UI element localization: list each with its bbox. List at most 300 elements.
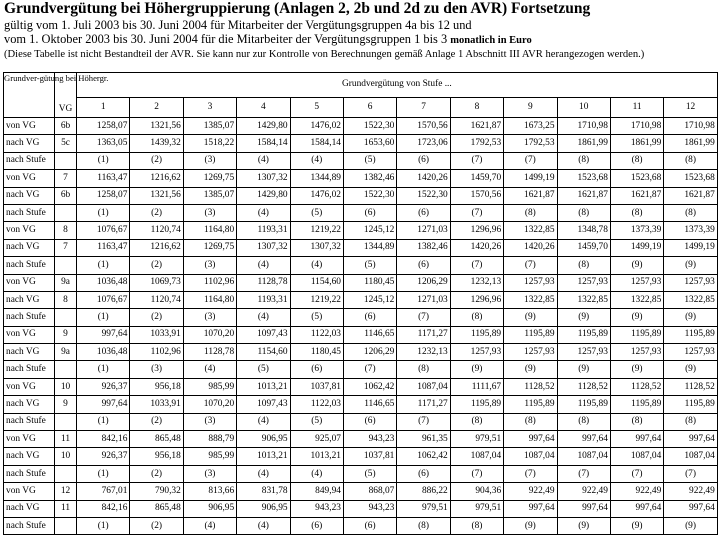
table-cell: 1102,96 [183,274,236,291]
table-cell: 1154,60 [237,344,290,361]
table-cell: 1621,87 [610,187,663,204]
table-cell: 925,07 [290,431,343,448]
table-cell: 1710,98 [610,118,663,135]
table-cell: (7) [397,309,450,326]
row-vg: 11 [55,431,77,448]
table-cell: 1193,31 [237,291,290,308]
table-cell: 1128,52 [610,378,663,395]
table-cell: 1087,04 [504,448,557,465]
table-cell: 1307,32 [237,170,290,187]
table-cell: 1037,81 [343,448,396,465]
table-cell: 1321,56 [130,118,183,135]
table-cell: (7) [450,204,503,221]
table-cell: (8) [557,257,610,274]
table-cell: 922,49 [504,483,557,500]
table-cell: 849,94 [290,483,343,500]
row-label: von VG [4,431,55,448]
table-cell: (7) [450,465,503,482]
table-cell: 1120,74 [130,291,183,308]
table-cell: 922,49 [557,483,610,500]
table-cell: (9) [504,309,557,326]
table-cell: 1321,56 [130,187,183,204]
table-cell: 868,07 [343,483,396,500]
table-cell: 997,64 [504,500,557,517]
row-label: nach VG [4,239,55,256]
table-cell: 1070,20 [183,396,236,413]
table-cell: 1216,62 [130,170,183,187]
table-cell: (4) [290,152,343,169]
table-cell: (9) [504,517,557,534]
table-cell: 1128,52 [504,378,557,395]
table-cell: 1257,93 [504,344,557,361]
table-cell: 922,49 [664,483,717,500]
validity-line-2 [4,32,718,48]
row-vg: 12 [55,483,77,500]
table-cell: (8) [450,309,503,326]
table-cell: (8) [450,413,503,430]
row-label: nach VG [4,344,55,361]
row-vg: 6b [55,118,77,135]
table-cell: (9) [610,309,663,326]
table-cell: 1062,42 [397,448,450,465]
table-cell: (6) [290,517,343,534]
table-cell: (2) [130,204,183,221]
table-cell: 1322,85 [504,291,557,308]
table-cell: 767,01 [77,483,130,500]
table-cell: 1102,96 [130,344,183,361]
table-cell: (8) [610,204,663,221]
row-vg [55,204,77,221]
table-cell: 943,23 [343,431,396,448]
table-cell: 1673,25 [504,118,557,135]
row-label: nach VG [4,135,55,152]
table-cell: 1861,99 [664,135,717,152]
table-cell: 1258,07 [77,118,130,135]
table-cell: 1245,12 [343,291,396,308]
table-cell: (5) [290,309,343,326]
table-cell: 1459,70 [450,170,503,187]
table-cell: 1499,19 [504,170,557,187]
table-cell: (4) [237,517,290,534]
table-cell: (4) [183,361,236,378]
table-cell: 1499,19 [610,239,663,256]
table-cell: 943,23 [343,500,396,517]
table-row-stufe-row [4,465,718,482]
table-cell: (6) [397,257,450,274]
table-cell: 1087,04 [397,378,450,395]
row-label: von VG [4,483,55,500]
table-row-to-row [4,396,718,413]
table-row-to-row [4,239,718,256]
vg-header: VG [55,73,77,118]
group-header: Grundvergütung von Stufe ... [77,73,718,98]
table-cell: (8) [664,413,717,430]
table-row-to-row [4,448,718,465]
table-cell: (9) [557,309,610,326]
table-cell: (8) [557,152,610,169]
table-cell: 1216,62 [130,239,183,256]
table-cell: (4) [237,257,290,274]
table-cell: 922,49 [610,483,663,500]
table-cell: 1180,45 [343,274,396,291]
table-row-from-row [4,170,718,187]
table-cell: 997,64 [610,500,663,517]
table-row-stufe-row [4,257,718,274]
row-vg: 9 [55,326,77,343]
table-cell: 1522,30 [397,187,450,204]
table-cell: 961,35 [397,431,450,448]
row-label: nach Stufe [4,152,55,169]
table-cell: 1219,22 [290,222,343,239]
table-cell: 1385,07 [183,118,236,135]
table-cell: 1584,14 [290,135,343,152]
row-vg: 10 [55,448,77,465]
table-cell: 1523,68 [557,170,610,187]
table-cell: 1429,80 [237,187,290,204]
table-cell: 997,64 [664,431,717,448]
row-label: nach Stufe [4,517,55,534]
table-cell: 1013,21 [290,448,343,465]
row-vg: 9a [55,344,77,361]
table-cell: 1069,73 [130,274,183,291]
table-cell: (4) [183,517,236,534]
table-cell: 1257,93 [610,274,663,291]
table-cell: (7) [504,465,557,482]
table-cell: (6) [343,309,396,326]
table-cell: 1570,56 [450,187,503,204]
disclaimer-note: (Diese Tabelle ist nicht Bestandteil der AVR. Sie kann nur zur Kontrolle von Berechnungen gemäß Anlage 1 Abschnitt III AVR herangezogen werden.) [4,49,645,60]
table-cell: (9) [664,309,717,326]
corner-label: Grundver-gütung bei Höhergr. [4,73,55,118]
table-cell: 842,16 [77,431,130,448]
table-cell: 1322,85 [504,222,557,239]
table-cell: (8) [504,413,557,430]
table-cell: (6) [343,517,396,534]
table-cell: 1128,78 [183,344,236,361]
table-cell: 906,95 [237,500,290,517]
validity-line-2-text: vom 1. Oktober 2003 bis 30. Juni 2004 für die Mitarbeiter der Vergütungsgruppen 1 bis 3 [4,32,448,46]
row-label: nach Stufe [4,257,55,274]
table-cell: (7) [610,465,663,482]
table-cell: (9) [557,361,610,378]
table-cell: (9) [504,361,557,378]
table-cell: 997,64 [504,431,557,448]
table-cell: 1523,68 [610,170,663,187]
table-cell: 790,32 [130,483,183,500]
level-header-7: 7 [397,97,450,117]
table-row-stufe-row [4,361,718,378]
table-cell: 1087,04 [610,448,663,465]
table-cell: 1036,48 [77,344,130,361]
table-cell: (9) [450,361,503,378]
table-row-to-row [4,500,718,517]
table-cell: 985,99 [183,448,236,465]
row-label: von VG [4,222,55,239]
table-cell: 1476,02 [290,118,343,135]
table-cell: 1164,80 [183,291,236,308]
table-cell: 979,51 [397,500,450,517]
table-cell: 1195,89 [450,326,503,343]
row-label: von VG [4,326,55,343]
row-label: nach Stufe [4,204,55,221]
table-cell: (1) [77,413,130,430]
table-cell: 1164,80 [183,222,236,239]
table-cell: 1570,56 [397,118,450,135]
table-cell: 1373,39 [610,222,663,239]
table-cell: 1420,26 [450,239,503,256]
table-cell: (8) [397,361,450,378]
table-cell: 1429,80 [237,118,290,135]
table-cell: (4) [290,257,343,274]
table-cell: (7) [450,257,503,274]
table-cell: 1195,89 [557,396,610,413]
table-cell: (9) [664,517,717,534]
level-header-1: 1 [77,97,130,117]
table-cell: 1206,29 [397,274,450,291]
table-cell: 1257,93 [664,344,717,361]
table-cell: (6) [397,465,450,482]
table-cell: 997,64 [557,431,610,448]
table-cell: 1033,91 [130,326,183,343]
table-cell: 1269,75 [183,239,236,256]
table-cell: (2) [130,309,183,326]
table-cell: 1232,13 [450,274,503,291]
table-cell: 1163,47 [77,239,130,256]
table-cell: (6) [343,204,396,221]
table-cell: (6) [397,204,450,221]
table-cell: 1087,04 [557,448,610,465]
table-row-to-row [4,344,718,361]
level-header-6: 6 [343,97,396,117]
row-vg: 6b [55,187,77,204]
table-cell: (3) [183,257,236,274]
table-cell: 1120,74 [130,222,183,239]
table-cell: 1723,06 [397,135,450,152]
table-cell: 1171,27 [397,396,450,413]
table-cell: 1459,70 [557,239,610,256]
salary-table [3,72,718,535]
table-cell: 1621,87 [557,187,610,204]
table-cell: (8) [664,152,717,169]
table-cell: (8) [397,517,450,534]
table-cell: (3) [183,465,236,482]
table-cell: (4) [237,413,290,430]
table-cell: 1257,93 [557,274,610,291]
table-cell: 1195,89 [504,396,557,413]
unit-label: monatlich in Euro [450,35,532,46]
table-cell: 1257,93 [664,274,717,291]
level-header-5: 5 [290,97,343,117]
table-cell: 1076,67 [77,291,130,308]
table-cell: 1128,52 [557,378,610,395]
table-row-stufe-row [4,309,718,326]
table-cell: 1232,13 [397,344,450,361]
row-vg [55,152,77,169]
table-cell: (9) [610,257,663,274]
table-cell: 1195,89 [610,396,663,413]
table-cell: (9) [664,257,717,274]
table-row-from-row [4,483,718,500]
table-cell: (2) [130,257,183,274]
table-cell: 979,51 [450,500,503,517]
table-cell: (7) [450,152,503,169]
table-cell: (9) [557,517,610,534]
table-cell: (3) [130,361,183,378]
table-cell: (7) [343,361,396,378]
table-cell: 926,37 [77,378,130,395]
table-cell: (3) [183,309,236,326]
table-cell: 926,37 [77,448,130,465]
table-cell: (7) [557,465,610,482]
table-cell: 1523,68 [664,170,717,187]
table-cell: 1271,03 [397,222,450,239]
table-cell: 906,95 [237,431,290,448]
row-label: nach Stufe [4,465,55,482]
table-cell: 813,66 [183,483,236,500]
row-vg [55,413,77,430]
table-cell: 1076,67 [77,222,130,239]
table-cell: 1111,67 [450,378,503,395]
table-cell: 1584,14 [237,135,290,152]
table-cell: (8) [610,152,663,169]
row-vg: 8 [55,291,77,308]
table-cell: (8) [504,204,557,221]
table-cell: 997,64 [610,431,663,448]
table-cell: 1219,22 [290,291,343,308]
table-cell: 943,23 [290,500,343,517]
table-cell: 1653,60 [343,135,396,152]
table-row-from-row [4,326,718,343]
table-cell: 1476,02 [290,187,343,204]
table-cell: 1257,93 [557,344,610,361]
table-cell: (4) [237,465,290,482]
table-cell: 1385,07 [183,187,236,204]
table-cell: 1382,46 [343,170,396,187]
table-cell: 1087,04 [664,448,717,465]
table-cell: 1792,53 [450,135,503,152]
table-cell: 1271,03 [397,291,450,308]
table-cell: 1363,05 [77,135,130,152]
table-cell: (5) [343,257,396,274]
row-label: nach VG [4,448,55,465]
table-cell: (4) [237,152,290,169]
table-cell: 1382,46 [397,239,450,256]
table-cell: 904,36 [450,483,503,500]
table-cell: (8) [664,204,717,221]
table-cell: 1499,19 [664,239,717,256]
table-cell: 1062,42 [343,378,396,395]
table-row-stufe-row [4,517,718,534]
table-cell: (1) [77,309,130,326]
table-cell: 956,18 [130,448,183,465]
table-cell: 1344,89 [343,239,396,256]
table-cell: 1322,85 [557,291,610,308]
table-cell: (3) [183,152,236,169]
table-cell: (1) [77,257,130,274]
table-cell: 1257,93 [450,344,503,361]
table-cell: 1036,48 [77,274,130,291]
table-cell: 886,22 [397,483,450,500]
table-cell: 1373,39 [664,222,717,239]
table-cell: 1621,87 [450,118,503,135]
table-row-from-row [4,431,718,448]
table-cell: 842,16 [77,500,130,517]
table-cell: 1522,30 [343,187,396,204]
table-cell: 1710,98 [557,118,610,135]
table-cell: 1195,89 [557,326,610,343]
row-vg: 7 [55,239,77,256]
table-cell: 1087,04 [450,448,503,465]
salary-table-body [4,73,718,535]
table-cell: (4) [237,204,290,221]
table-cell: (5) [290,413,343,430]
table-row-to-row [4,135,718,152]
table-cell: 1122,03 [290,396,343,413]
table-cell: 1257,93 [504,274,557,291]
table-head-row-1 [4,73,718,98]
row-vg [55,257,77,274]
table-cell: 1257,93 [610,344,663,361]
table-cell: (2) [130,152,183,169]
table-cell: 1348,78 [557,222,610,239]
table-cell: (7) [504,152,557,169]
row-vg [55,465,77,482]
table-cell: 1097,43 [237,396,290,413]
table-cell: 1180,45 [290,344,343,361]
level-header-12: 12 [664,97,717,117]
table-cell: 1861,99 [610,135,663,152]
table-cell: (9) [610,361,663,378]
row-label: nach Stufe [4,361,55,378]
table-cell: 831,78 [237,483,290,500]
table-cell: 865,48 [130,500,183,517]
row-vg: 5c [55,135,77,152]
table-cell: 1195,89 [504,326,557,343]
table-cell: (5) [237,361,290,378]
table-row-from-row [4,274,718,291]
row-label: von VG [4,118,55,135]
table-cell: 979,51 [450,431,503,448]
table-cell: 1621,87 [664,187,717,204]
table-cell: 1037,81 [290,378,343,395]
table-cell: (6) [343,413,396,430]
table-cell: (7) [397,413,450,430]
row-vg: 11 [55,500,77,517]
table-row-stufe-row [4,204,718,221]
table-cell: 997,64 [557,500,610,517]
row-label: nach VG [4,396,55,413]
table-cell: (1) [77,517,130,534]
table-cell: 1033,91 [130,396,183,413]
table-cell: (2) [130,465,183,482]
table-cell: (9) [610,517,663,534]
row-vg [55,517,77,534]
table-cell: (8) [557,204,610,221]
table-row-from-row [4,118,718,135]
table-cell: (7) [664,465,717,482]
table-cell: 1296,96 [450,222,503,239]
table-cell: 1245,12 [343,222,396,239]
table-cell: 997,64 [664,500,717,517]
validity-line-1: gültig vom 1. Juli 2003 bis 30. Juni 2004 für Mitarbeiter der Vergütungsgruppen 4a bis 12 und [4,18,472,32]
table-cell: (1) [77,361,130,378]
table-cell: 1710,98 [664,118,717,135]
table-cell: 1154,60 [290,274,343,291]
table-cell: (5) [290,204,343,221]
table-cell: (6) [397,152,450,169]
table-cell: 1420,26 [504,239,557,256]
table-cell: 1420,26 [397,170,450,187]
